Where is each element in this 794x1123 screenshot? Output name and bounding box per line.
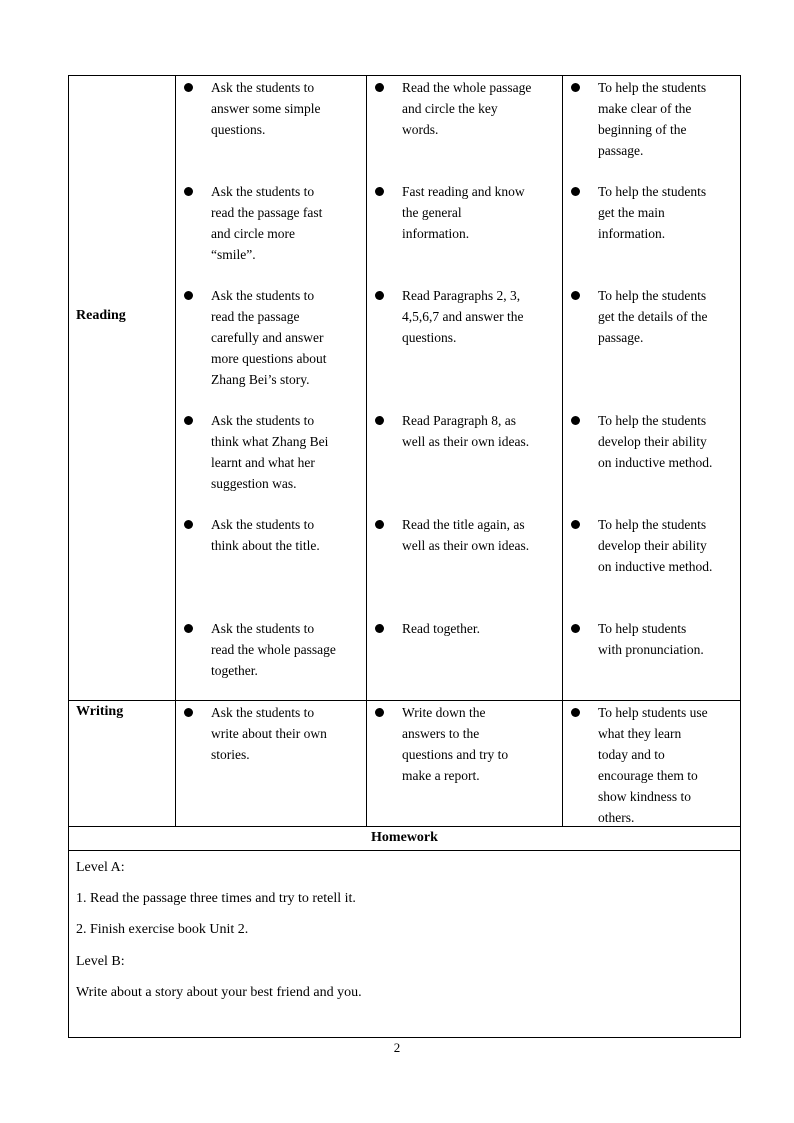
activity-text: [211, 77, 320, 140]
activity-line: others.: [598, 810, 635, 825]
activity-line: answer some simple: [211, 101, 321, 116]
activity-text: [211, 514, 320, 556]
table-divider: [175, 75, 176, 826]
stage-label-reading: Reading: [76, 308, 126, 323]
activity-line: Ask the students to: [211, 288, 315, 303]
activity-line: read the passage fast: [211, 205, 323, 220]
activity-line: think about the title.: [211, 538, 320, 553]
activity-line: Ask the students to: [211, 413, 315, 428]
bullet-icon: [375, 708, 384, 717]
activity-line: questions.: [402, 330, 457, 345]
activity-line: To help the students: [598, 413, 707, 428]
activity-text: [211, 410, 328, 494]
activity-line: words.: [402, 122, 439, 137]
activity-line: stories.: [211, 747, 250, 762]
homework-line: 2. Finish exercise book Unit 2.: [76, 922, 249, 937]
activity-line: and circle the key: [402, 101, 498, 116]
activity-line: passage.: [598, 330, 644, 345]
activity-line: Fast reading and know: [402, 184, 525, 199]
activity-text: [211, 285, 326, 390]
activity-line: To help the students: [598, 184, 707, 199]
activity-line: get the details of the: [598, 309, 708, 324]
homework-title: Homework: [371, 830, 438, 845]
bullet-icon: [184, 187, 193, 196]
activity-line: Write down the: [402, 705, 486, 720]
activity-line: develop their ability: [598, 538, 707, 553]
activity-line: write about their own: [211, 726, 327, 741]
activity-text: [402, 77, 531, 140]
activity-line: develop their ability: [598, 434, 707, 449]
activity-text: [598, 702, 708, 828]
activity-line: information.: [598, 226, 666, 241]
activity-line: Read the whole passage: [402, 80, 532, 95]
bullet-icon: [571, 187, 580, 196]
homework-line: Level B:: [76, 954, 125, 969]
activity-line: To help students use: [598, 705, 708, 720]
activity-line: on inductive method.: [598, 455, 713, 470]
activity-line: answers to the: [402, 726, 480, 741]
activity-text: [402, 181, 525, 244]
activity-line: Zhang Bei’s story.: [211, 372, 310, 387]
activity-text: [211, 702, 327, 765]
bullet-icon: [571, 83, 580, 92]
activity-line: Ask the students to: [211, 184, 315, 199]
activity-text: [211, 181, 322, 265]
activity-line: To help the students: [598, 517, 707, 532]
activity-line: make a report.: [402, 768, 480, 783]
activity-line: To help the students: [598, 288, 707, 303]
activity-line: Ask the students to: [211, 517, 315, 532]
activity-text: [211, 618, 336, 681]
activity-line: and circle more: [211, 226, 295, 241]
activity-line: well as their own ideas.: [402, 434, 530, 449]
activity-text: [402, 702, 508, 786]
bullet-icon: [184, 83, 193, 92]
bullet-icon: [571, 520, 580, 529]
bullet-icon: [184, 291, 193, 300]
bullet-icon: [375, 187, 384, 196]
activity-text: [598, 618, 704, 660]
bullet-icon: [571, 291, 580, 300]
bullet-icon: [375, 83, 384, 92]
activity-line: show kindness to: [598, 789, 692, 804]
bullet-icon: [571, 624, 580, 633]
activity-text: [402, 618, 480, 639]
activity-line: read the passage: [211, 309, 300, 324]
activity-line: Read the title again, as: [402, 517, 525, 532]
page-number: 2: [393, 1040, 401, 1055]
activity-line: carefully and answer: [211, 330, 324, 345]
bullet-icon: [184, 520, 193, 529]
activity-line: make clear of the: [598, 101, 692, 116]
activity-text: [598, 77, 706, 161]
activity-line: questions and try to: [402, 747, 509, 762]
activity-text: [598, 514, 712, 577]
activity-line: Read together.: [402, 621, 480, 636]
bullet-icon: [571, 416, 580, 425]
activity-line: Ask the students to: [211, 80, 315, 95]
activity-line: “smile”.: [211, 247, 256, 262]
activity-text: [402, 514, 529, 556]
activity-line: To help the students: [598, 80, 707, 95]
activity-line: encourage them to: [598, 768, 698, 783]
bullet-icon: [375, 624, 384, 633]
activity-line: Ask the students to: [211, 705, 315, 720]
activity-line: today and to: [598, 747, 665, 762]
activity-line: get the main: [598, 205, 665, 220]
bullet-icon: [184, 624, 193, 633]
activity-text: [598, 181, 706, 244]
homework-line: 1. Read the passage three times and try to retell it.: [76, 891, 356, 906]
bullet-icon: [571, 708, 580, 717]
bullet-icon: [375, 416, 384, 425]
activity-text: [402, 410, 529, 452]
bullet-icon: [184, 416, 193, 425]
activity-line: well as their own ideas.: [402, 538, 530, 553]
bullet-icon: [375, 520, 384, 529]
activity-line: questions.: [211, 122, 266, 137]
activity-line: Read Paragraphs 2, 3,: [402, 288, 521, 303]
activity-line: together.: [211, 663, 258, 678]
activity-line: beginning of the: [598, 122, 687, 137]
homework-line: Level A:: [76, 860, 125, 875]
activity-line: 4,5,6,7 and answer the: [402, 309, 524, 324]
table-divider: [366, 75, 367, 826]
homework-line: Write about a story about your best friend and you.: [76, 985, 362, 1000]
activity-line: the general: [402, 205, 462, 220]
activity-text: [402, 285, 523, 348]
activity-line: learnt and what her: [211, 455, 315, 470]
activity-line: suggestion was.: [211, 476, 297, 491]
activity-line: To help students: [598, 621, 687, 636]
activity-text: [598, 285, 707, 348]
table-divider: [562, 75, 563, 826]
activity-line: information.: [402, 226, 470, 241]
activity-line: passage.: [598, 143, 644, 158]
bullet-icon: [184, 708, 193, 717]
activity-line: read the whole passage: [211, 642, 336, 657]
table-divider: [68, 700, 741, 701]
activity-line: on inductive method.: [598, 559, 713, 574]
activity-text: [598, 410, 712, 473]
activity-line: what they learn: [598, 726, 682, 741]
stage-label-writing: Writing: [76, 704, 124, 719]
bullet-icon: [375, 291, 384, 300]
activity-line: Ask the students to: [211, 621, 315, 636]
activity-line: with pronunciation.: [598, 642, 704, 657]
activity-line: Read Paragraph 8, as: [402, 413, 516, 428]
activity-line: think what Zhang Bei: [211, 434, 329, 449]
table-divider: [68, 850, 741, 851]
activity-line: more questions about: [211, 351, 327, 366]
